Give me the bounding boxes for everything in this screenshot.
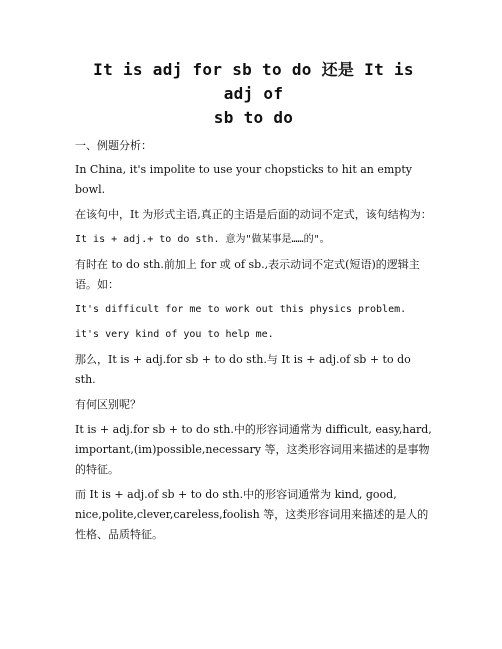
for-structure-explanation: It is + adj.for sb + to do sth.中的形容词通常为 difficult, easy,hard, important,(im)possible,necessary 等，这类形容词用来描述的是事物的特征。: [75, 423, 432, 476]
title-line-1: It is adj for sb to do 还是 It is adj of: [93, 60, 414, 103]
title-line-2: sb to do: [213, 108, 294, 127]
example-1: It's difficult for me to work out this physics problem.: [75, 304, 407, 315]
example-sentence: In China, it's impolite to use your chopsticks to hit an empty bowl.: [75, 163, 412, 196]
structure-formula: It is + adj.+ to do sth. 意为"做某事是……的"。: [75, 234, 330, 245]
explanation-paragraph: 在该句中，It 为形式主语,真正的主语是后面的动词不定式，该句结构为：: [75, 208, 432, 221]
comparison-question-end: 有何区别呢？: [75, 398, 141, 411]
document-title: [75, 58, 432, 130]
example-2: it's very kind of you to help me.: [75, 329, 274, 340]
of-structure-explanation: 而 It is + adj.of sb + to do sth.中的形容词通常为 kind, good, nice,polite,clever,careless,foolish 等，这类形容词用来描述的是人的性格、品质特征。: [75, 488, 429, 541]
comparison-question: 那么，It is + adj.for sb + to do sth.与 It is + adj.of sb + to do sth.: [75, 353, 411, 386]
logical-subject-note: 有时在 to do sth.前加上 for 或 of sb.,表示动词不定式(短语)的逻辑主语。如：: [75, 258, 420, 291]
section-heading: 一、例题分析：: [75, 139, 152, 152]
